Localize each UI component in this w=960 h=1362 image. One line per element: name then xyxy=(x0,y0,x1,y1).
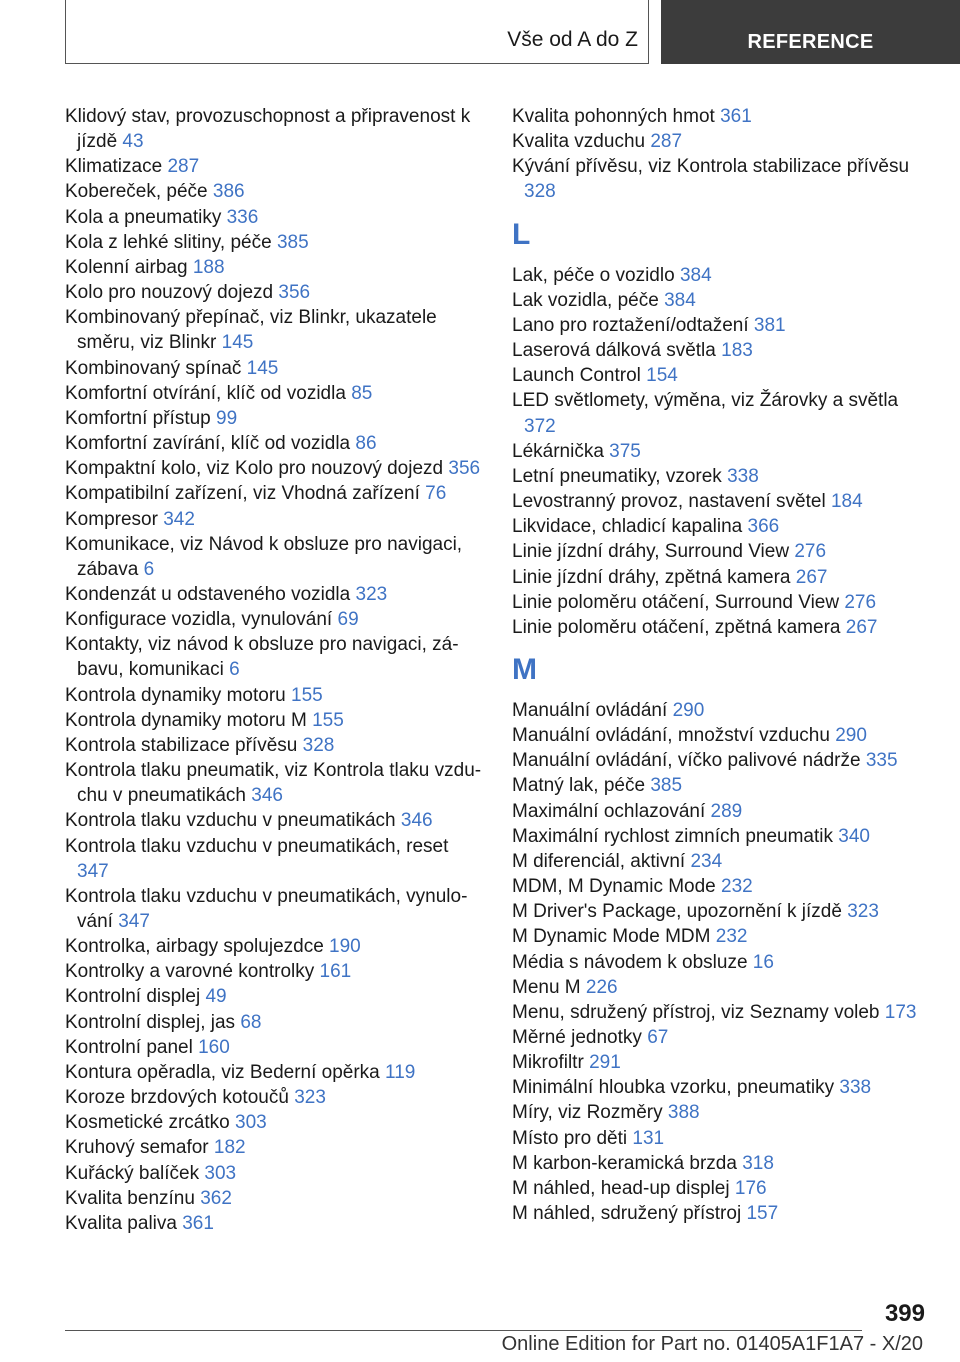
index-list-l xyxy=(512,263,932,640)
index-entry-text: Kontrola tlaku vzduchu v pneumatikách xyxy=(65,810,396,832)
index-page-link[interactable]: 372 xyxy=(524,415,556,437)
letter-heading-m: M xyxy=(512,652,537,686)
index-page-link[interactable]: 6 xyxy=(143,558,155,580)
index-entry xyxy=(65,305,485,355)
index-entry-text: Kvalita vzduchu xyxy=(512,131,646,153)
index-page-link[interactable]: 323 xyxy=(294,1087,326,1109)
letter-heading-l: L xyxy=(512,217,531,251)
index-entry-text: Kontrolky a varovné kontrolky xyxy=(65,961,315,983)
index-entry-text: Kompatibilní zařízení, viz Vhodná zařízení xyxy=(65,483,420,505)
index-page-link[interactable]: 323 xyxy=(847,901,879,923)
index-entry xyxy=(65,1110,485,1135)
index-page-link[interactable]: 381 xyxy=(753,314,786,336)
index-page-link[interactable]: 346 xyxy=(400,810,433,832)
index-page-link[interactable]: 176 xyxy=(734,1177,767,1199)
index-entry-text: Letní pneumatiky, vzorek xyxy=(512,465,722,487)
index-entry-text: Komfortní otvírání, klíč od vozidla xyxy=(65,382,346,404)
index-entry xyxy=(512,748,932,773)
index-entry xyxy=(512,338,932,363)
index-entry-text: Kvalita paliva xyxy=(65,1212,177,1234)
index-entry xyxy=(65,280,485,305)
index-entry-text: Místo pro děti xyxy=(512,1127,628,1149)
index-page-link[interactable]: 375 xyxy=(609,440,641,462)
index-page-link[interactable]: 85 xyxy=(351,382,373,404)
index-entry-text: Kontrola stabilizace přívěsu xyxy=(65,734,298,756)
index-entry-text: Klidový stav, provozuschopnost a připravenost k jízdě xyxy=(65,106,471,153)
index-entry xyxy=(65,708,485,733)
index-entry xyxy=(512,824,932,849)
index-entry-text: Lano pro roztažení/odtažení xyxy=(512,314,749,336)
index-page-link[interactable]: 183 xyxy=(721,340,753,362)
index-page-link[interactable]: 155 xyxy=(312,709,344,731)
index-entry xyxy=(512,104,932,129)
index-entry-text: Manuální ovládání xyxy=(512,699,668,721)
index-entry-text: Minimální hloubka vzorku, pneumatiky xyxy=(512,1077,835,1099)
index-entry-text: Klimatizace xyxy=(65,156,163,178)
index-page-link[interactable]: 99 xyxy=(216,407,238,429)
index-entry xyxy=(65,959,485,984)
index-entry-text: Kola a pneumatiky xyxy=(65,206,222,228)
index-entry xyxy=(512,849,932,874)
index-entry xyxy=(512,288,932,313)
index-page-link[interactable]: 276 xyxy=(844,591,877,613)
index-entry-text: Manuální ovládání, víčko palivové nádrže xyxy=(512,750,861,772)
index-entry-text: Laserová dálková světla xyxy=(512,340,716,362)
index-page-link[interactable]: 67 xyxy=(647,1027,669,1048)
index-page-link[interactable]: 131 xyxy=(632,1127,665,1149)
index-entry xyxy=(512,1100,932,1125)
index-entry-text: LED světlomety, výměna, viz Žárovky a světla xyxy=(512,390,899,412)
reference-tab-label: REFERENCE xyxy=(747,31,874,53)
index-entry xyxy=(512,950,932,975)
index-entry xyxy=(512,1151,932,1176)
footer-edition: Online Edition for Part no. 01405A1F1A7 - X/20 xyxy=(501,1333,923,1355)
header-rule-right xyxy=(648,0,649,64)
index-entry xyxy=(512,388,932,438)
index-entry-text: Maximální rychlost zimních pneumatik xyxy=(512,825,833,847)
index-entry-text: Kruhový semafor xyxy=(65,1137,209,1159)
index-entry xyxy=(512,723,932,748)
index-page-link[interactable]: 290 xyxy=(835,725,867,747)
index-entry-text: Kombinovaný spínač xyxy=(65,357,242,379)
index-entry xyxy=(65,230,485,255)
index-entry-text: Linie jízdní dráhy, zpětná kamera xyxy=(512,566,791,588)
index-page-link[interactable]: 226 xyxy=(585,976,618,998)
index-page-link[interactable]: 76 xyxy=(425,483,447,505)
index-page-link[interactable]: 290 xyxy=(672,699,705,721)
index-entry xyxy=(512,773,932,798)
index-entry xyxy=(512,975,932,1000)
index-page-link[interactable]: 385 xyxy=(276,231,309,253)
index-entry-text: Kontrola tlaku pneumatik, viz Kontrola tlaku vzduchu v pneumatikách xyxy=(65,760,482,807)
index-entry xyxy=(65,456,485,481)
index-entry xyxy=(512,514,932,539)
index-entry xyxy=(65,1211,485,1236)
index-entry xyxy=(65,1085,485,1110)
index-entry xyxy=(65,1035,485,1060)
index-entry-text: Komfortní přístup xyxy=(65,407,211,429)
index-entry-text: Lékárnička xyxy=(512,440,604,462)
index-page-link[interactable]: 267 xyxy=(845,616,878,638)
index-entry xyxy=(512,539,932,564)
index-page-link[interactable]: 155 xyxy=(291,684,323,706)
header-rule-bottom xyxy=(65,63,649,64)
header-rule-left xyxy=(65,0,66,64)
index-entry xyxy=(65,607,485,632)
index-entry-text: Kolenní airbag xyxy=(65,256,188,278)
index-page-link[interactable]: 361 xyxy=(182,1212,214,1234)
index-entry xyxy=(512,924,932,949)
index-entry xyxy=(512,874,932,899)
index-entry xyxy=(512,263,932,288)
index-entry-text: Měrné jednotky xyxy=(512,1027,642,1048)
index-page-link[interactable]: 303 xyxy=(204,1162,237,1184)
index-page-link[interactable]: 234 xyxy=(690,850,723,872)
index-page-link[interactable]: 356 xyxy=(278,282,311,304)
index-entry-text: Kontrola tlaku vzduchu v pneumatikách, vynulování xyxy=(65,885,468,932)
index-column-right xyxy=(512,104,932,1226)
index-page-link[interactable]: 86 xyxy=(355,433,377,455)
index-page-link[interactable]: 43 xyxy=(122,131,144,153)
index-entry-text: Matný lak, péče xyxy=(512,775,646,797)
index-entry xyxy=(65,356,485,381)
index-entry xyxy=(65,179,485,204)
index-entry-text: Kontrola tlaku vzduchu v pneumatikách, reset xyxy=(65,835,449,857)
index-entry xyxy=(65,205,485,230)
index-list-m xyxy=(512,698,932,1226)
index-entry-text: Kontakty, viz návod k obsluze pro navigaci, zábavu, komunikaci xyxy=(65,634,459,681)
index-page-link[interactable]: 157 xyxy=(746,1203,779,1225)
index-page-link[interactable]: 49 xyxy=(205,986,227,1008)
index-entry xyxy=(512,1176,932,1201)
index-entry-text: M náhled, head-up displej xyxy=(512,1177,730,1199)
index-entry xyxy=(65,1010,485,1035)
index-entry xyxy=(65,808,485,833)
index-entry xyxy=(65,431,485,456)
index-entry xyxy=(512,489,932,514)
index-list-k-cont xyxy=(512,104,932,205)
index-page-link[interactable]: 232 xyxy=(715,926,748,948)
index-entry-text: Konfigurace vozidla, vynulování xyxy=(65,609,333,631)
index-entry-text: Míry, viz Rozměry xyxy=(512,1102,663,1124)
index-page-link[interactable]: 16 xyxy=(752,951,774,973)
index-page-link[interactable]: 336 xyxy=(226,206,259,228)
index-entry-text: M náhled, sdružený přístroj xyxy=(512,1203,742,1225)
index-page-link[interactable]: 276 xyxy=(794,541,827,563)
index-page-link[interactable]: 342 xyxy=(163,508,195,530)
index-page-link[interactable]: 190 xyxy=(329,936,361,958)
index-page-link[interactable]: 6 xyxy=(229,659,240,681)
index-entry xyxy=(65,834,485,884)
index-entry-text: MDM, M Dynamic Mode xyxy=(512,876,716,898)
index-entry-text: Menu M xyxy=(512,976,581,998)
index-entry xyxy=(65,1186,485,1211)
index-entry-text: Kontura opěradla, viz Bederní opěrka xyxy=(65,1061,380,1083)
index-entry xyxy=(512,1126,932,1151)
index-entry-text: Launch Control xyxy=(512,365,641,387)
index-page-link[interactable]: 188 xyxy=(192,256,225,278)
index-entry-text: Maximální ochlazování xyxy=(512,800,706,822)
index-page-link[interactable]: 335 xyxy=(865,750,898,772)
index-page-link[interactable]: 287 xyxy=(167,156,200,178)
index-entry-text: Linie poloměru otáčení, Surround View xyxy=(512,591,840,613)
page-number: 399 xyxy=(884,1300,925,1327)
index-entry xyxy=(512,1050,932,1075)
index-entry xyxy=(512,439,932,464)
index-entry-text: Kondenzát u odstaveného vozidla xyxy=(65,583,351,605)
index-entry xyxy=(512,154,932,204)
index-entry-text: Kývání přívěsu, viz Kontrola stabilizace přívěsu xyxy=(512,156,910,178)
index-page-link[interactable]: 366 xyxy=(747,516,780,538)
index-page-link[interactable]: 384 xyxy=(664,289,696,311)
index-entry-text: Kolo pro nouzový dojezd xyxy=(65,282,274,304)
index-page-link[interactable]: 338 xyxy=(839,1077,872,1099)
index-list-k xyxy=(65,104,485,1236)
index-page-link[interactable]: 384 xyxy=(679,264,712,286)
index-entry-text: Kuřácký balíček xyxy=(65,1162,200,1184)
index-entry xyxy=(65,406,485,431)
index-page-link[interactable]: 328 xyxy=(524,181,556,203)
index-entry-text: Menu, sdružený přístroj, viz Seznamy voleb xyxy=(512,1001,880,1023)
index-entry-text: Kontrolní displej, jas xyxy=(65,1011,236,1033)
index-entry xyxy=(512,565,932,590)
index-page-link[interactable]: 385 xyxy=(650,775,683,797)
section-title: Vše od A do Z xyxy=(507,28,638,51)
index-page-link[interactable]: 362 xyxy=(200,1187,232,1209)
index-entry xyxy=(512,590,932,615)
index-page-link[interactable]: 160 xyxy=(198,1036,230,1058)
index-page-link[interactable]: 346 xyxy=(251,785,283,807)
index-entry xyxy=(512,1000,932,1025)
index-entry xyxy=(65,104,485,154)
index-page-link[interactable]: 356 xyxy=(448,458,481,480)
index-entry xyxy=(512,615,932,640)
index-page-link[interactable]: 291 xyxy=(589,1052,621,1074)
index-entry-text: Kvalita benzínu xyxy=(65,1187,195,1209)
index-entry xyxy=(65,934,485,959)
index-entry xyxy=(512,1201,932,1226)
index-entry xyxy=(512,1025,932,1050)
index-entry xyxy=(512,464,932,489)
index-entry xyxy=(65,507,485,532)
index-page-link[interactable]: 340 xyxy=(838,825,870,847)
index-entry-text: Kontrola dynamiky motoru M xyxy=(65,709,307,731)
index-entry xyxy=(65,683,485,708)
index-entry-text: Kola z lehké slitiny, péče xyxy=(65,231,272,253)
index-entry xyxy=(65,1161,485,1186)
index-entry xyxy=(65,154,485,179)
index-entry-text: M karbon-keramická brzda xyxy=(512,1152,737,1174)
index-entry-text: Kvalita pohonných hmot xyxy=(512,106,715,127)
index-page-link[interactable]: 338 xyxy=(727,465,759,487)
index-entry xyxy=(512,1075,932,1100)
index-entry-text: Koroze brzdových kotoučů xyxy=(65,1087,289,1109)
index-page-link[interactable]: 347 xyxy=(118,911,150,932)
index-entry xyxy=(512,799,932,824)
index-entry xyxy=(512,129,932,154)
index-page-link[interactable]: 119 xyxy=(385,1061,416,1083)
index-entry xyxy=(512,313,932,338)
index-page-link[interactable]: 232 xyxy=(721,876,753,898)
index-entry xyxy=(512,363,932,388)
index-page-link[interactable]: 388 xyxy=(667,1102,700,1124)
index-page-link[interactable]: 386 xyxy=(212,181,245,203)
index-page-link[interactable]: 323 xyxy=(355,583,388,605)
reference-tab[interactable] xyxy=(661,0,960,64)
footer-rule xyxy=(65,1330,862,1331)
index-entry xyxy=(65,733,485,758)
index-entry-text: Kompaktní kolo, viz Kolo pro nouzový dojezd xyxy=(65,458,444,480)
index-entry xyxy=(65,255,485,280)
index-entry-text: M Dynamic Mode MDM xyxy=(512,926,711,948)
index-entry-text: Média s návodem k obsluze xyxy=(512,951,748,973)
index-entry xyxy=(65,582,485,607)
index-entry-text: M Driver's Package, upozornění k jízdě xyxy=(512,901,842,923)
index-entry-text: Kontrola dynamiky motoru xyxy=(65,684,286,706)
index-entry-text: Mikrofiltr xyxy=(512,1052,584,1074)
index-entry-text: Komfortní zavírání, klíč od vozidla xyxy=(65,433,351,455)
index-page-link[interactable]: 145 xyxy=(221,332,254,354)
index-page-link[interactable]: 328 xyxy=(302,734,335,756)
index-entry xyxy=(65,1135,485,1160)
index-entry xyxy=(65,758,485,808)
index-entry xyxy=(65,1060,485,1085)
index-page-link[interactable]: 303 xyxy=(235,1112,267,1134)
index-page-link[interactable]: 318 xyxy=(742,1152,774,1174)
index-page-link[interactable]: 289 xyxy=(710,800,743,822)
index-page-link[interactable]: 347 xyxy=(77,860,109,882)
index-entry-text: Kombinovaný přepínač, viz Blinkr, ukazatele směru, viz Blinkr xyxy=(65,307,437,354)
index-entry xyxy=(512,899,932,924)
index-page-link[interactable]: 182 xyxy=(213,1137,246,1159)
index-entry-text: Levostranný provoz, nastavení světel xyxy=(512,491,826,513)
index-entry xyxy=(65,984,485,1009)
index-entry-text: Komunikace, viz Návod k obsluze pro navigaci, zábava xyxy=(65,533,463,580)
index-entry-text: Lak, péče o vozidlo xyxy=(512,264,675,286)
index-entry-text: Lak vozidla, péče xyxy=(512,289,659,311)
index-entry-text: M diferenciál, aktivní xyxy=(512,850,686,872)
index-entry-text: Kosmetické zrcátko xyxy=(65,1112,230,1134)
index-page-link[interactable]: 145 xyxy=(246,357,279,379)
index-entry-text: Manuální ovládání, množství vzduchu xyxy=(512,725,830,747)
index-page-link[interactable]: 154 xyxy=(646,365,678,387)
index-column-left xyxy=(65,104,485,1236)
index-entry xyxy=(65,532,485,582)
index-page-link[interactable]: 69 xyxy=(337,609,359,631)
index-page-link[interactable]: 287 xyxy=(650,131,683,153)
index-entry-text: Kontrolní displej xyxy=(65,986,201,1008)
index-page-link[interactable]: 173 xyxy=(884,1001,917,1023)
index-page-link[interactable]: 361 xyxy=(720,106,752,127)
index-entry-text: Kontrolka, airbagy spolujezdce xyxy=(65,936,324,958)
index-entry-text: Kompresor xyxy=(65,508,158,530)
index-page-link[interactable]: 161 xyxy=(319,961,352,983)
index-entry-text: Linie jízdní dráhy, Surround View xyxy=(512,541,790,563)
index-entry-text: Kontrolní panel xyxy=(65,1036,193,1058)
index-entry-text: Likvidace, chladicí kapalina xyxy=(512,516,743,538)
index-entry xyxy=(65,884,485,934)
index-entry xyxy=(65,632,485,682)
index-entry xyxy=(65,381,485,406)
index-page-link[interactable]: 184 xyxy=(830,491,863,513)
index-entry-text: Linie poloměru otáčení, zpětná kamera xyxy=(512,616,841,638)
index-entry xyxy=(65,481,485,506)
index-page-link[interactable]: 267 xyxy=(795,566,828,588)
index-entry-text: Kobereček, péče xyxy=(65,181,208,203)
index-page-link[interactable]: 68 xyxy=(240,1011,262,1033)
index-entry xyxy=(512,698,932,723)
